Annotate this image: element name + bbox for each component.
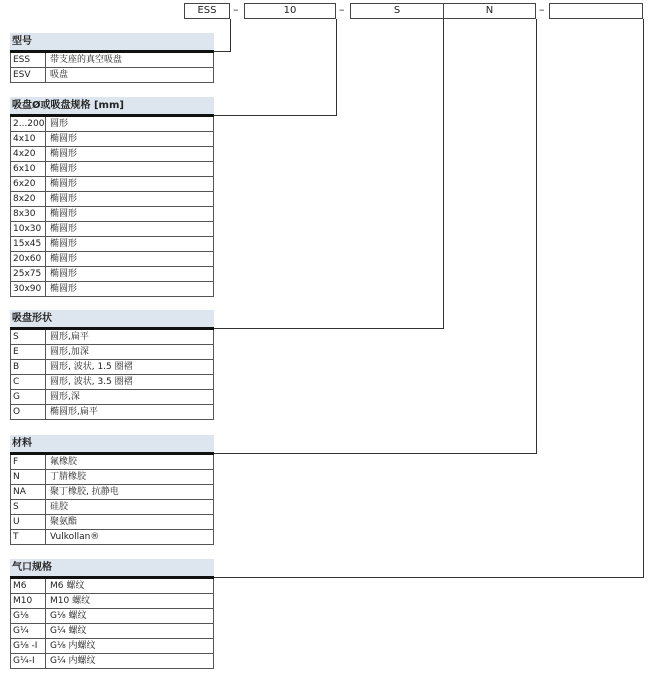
option-code: E [11, 345, 46, 359]
option-desc: G¼ 螺纹 [50, 626, 87, 636]
table-row [10, 147, 214, 162]
table-row [10, 594, 214, 609]
section-title: 气口规格 [10, 559, 214, 579]
table-row [10, 117, 214, 132]
option-code: T [11, 530, 46, 544]
section-size [10, 97, 214, 297]
option-desc: 圆形, 波状, 3.5 圈褶 [50, 377, 133, 387]
table-row [10, 252, 214, 267]
section-title: 吸盘Ø或吸盘规格 [mm] [10, 97, 214, 117]
option-desc: G⅛ 内螺纹 [50, 641, 96, 651]
connector-line [643, 19, 644, 577]
code-box-shape: S [350, 3, 444, 19]
option-code: G¼ [11, 624, 46, 638]
option-code: N [11, 470, 46, 484]
table-row [10, 470, 214, 485]
table-row [10, 375, 214, 390]
connector-line [443, 19, 444, 328]
option-desc: G¼ 内螺纹 [50, 656, 96, 666]
option-desc: 椭圆形 [50, 164, 78, 174]
option-code: G [11, 390, 46, 404]
option-desc: 椭圆形 [50, 179, 78, 189]
option-desc: G⅛ 螺纹 [50, 611, 87, 621]
option-desc: 椭圆形 [50, 239, 78, 249]
option-desc: 椭圆形 [50, 194, 78, 204]
code-box-size: 10 [244, 3, 336, 19]
table-row [10, 654, 214, 669]
option-desc: M6 螺纹 [50, 581, 85, 591]
connector-line [214, 51, 231, 52]
option-code: 15x45 [11, 237, 46, 251]
connector-line [336, 19, 337, 115]
option-code: NA [11, 485, 46, 499]
option-code: S [11, 330, 46, 344]
option-code: ESV [11, 68, 46, 82]
section-title: 材料 [10, 435, 214, 455]
option-code: U [11, 515, 46, 529]
option-desc: 圆形,扁平 [50, 332, 89, 342]
option-desc: 椭圆形 [50, 134, 78, 144]
option-desc: 圆形 [50, 119, 69, 129]
table-row [10, 360, 214, 375]
option-desc: 聚氨酯 [50, 517, 78, 527]
connector-line [214, 577, 644, 578]
option-code: 30x90 [11, 282, 46, 296]
connector-line [536, 19, 537, 453]
connector-line [214, 328, 444, 329]
option-code: M10 [11, 594, 46, 608]
option-code: 8x30 [11, 207, 46, 221]
option-code: 25x75 [11, 267, 46, 281]
option-code: O [11, 405, 46, 419]
table-row [10, 515, 214, 530]
option-desc: 吸盘 [50, 70, 69, 80]
table-row [10, 282, 214, 297]
code-separator: – [339, 3, 345, 16]
table-row [10, 455, 214, 470]
option-code: 6x10 [11, 162, 46, 176]
option-desc: 椭圆形 [50, 209, 78, 219]
option-desc: 带支座的真空吸盘 [50, 55, 123, 65]
option-desc: 圆形, 波状, 1.5 圈褶 [50, 362, 133, 372]
connector-line [214, 453, 537, 454]
option-desc: 椭圆形 [50, 269, 78, 279]
option-desc: 圆形,加深 [50, 347, 89, 357]
code-box-material: N [443, 3, 536, 19]
code-separator: – [233, 3, 239, 16]
table-row [10, 53, 214, 68]
option-desc: 椭圆形 [50, 254, 78, 264]
option-desc: 椭圆形 [50, 284, 78, 294]
option-code: M6 [11, 579, 46, 593]
table-row [10, 485, 214, 500]
option-code: G¼-I [11, 654, 46, 668]
option-code: 8x20 [11, 192, 46, 206]
table-row [10, 330, 214, 345]
section-material [10, 435, 214, 545]
table-row [10, 162, 214, 177]
option-code: G⅛ -I [11, 639, 46, 653]
option-code: 2...200 [13, 119, 45, 129]
option-desc: 氟橡胶 [50, 457, 78, 467]
connector-line [214, 115, 337, 116]
table-row [10, 530, 214, 545]
section-port [10, 559, 214, 669]
option-code: 10x30 [11, 222, 46, 236]
table-row [10, 579, 214, 594]
table-row [10, 345, 214, 360]
option-desc: 椭圆形 [50, 224, 78, 234]
option-desc: M10 螺纹 [50, 596, 91, 606]
section-title: 吸盘形状 [10, 310, 214, 330]
table-row [10, 237, 214, 252]
code-box-type: ESS [184, 3, 230, 19]
option-code: C [11, 375, 46, 389]
table-row [10, 68, 214, 83]
table-row [10, 405, 214, 420]
code-box-port [549, 3, 643, 19]
option-code: 4x10 [11, 132, 46, 146]
option-code: 4x20 [11, 147, 46, 161]
table-row [10, 207, 214, 222]
table-row [10, 222, 214, 237]
option-desc: 聚丁橡胶, 抗静电 [50, 487, 119, 497]
table-row [10, 639, 214, 654]
option-code: 20x60 [11, 252, 46, 266]
option-desc: 圆形,深 [50, 392, 80, 402]
section-shape [10, 310, 214, 420]
option-desc: 椭圆形,扁平 [50, 407, 98, 417]
option-code: G⅛ [11, 609, 46, 623]
option-code: 6x20 [11, 177, 46, 191]
option-code: F [11, 455, 46, 469]
table-row [10, 609, 214, 624]
table-row [10, 500, 214, 515]
table-row [10, 132, 214, 147]
connector-line [230, 19, 231, 51]
option-desc: Vulkollan® [50, 532, 100, 542]
option-desc: 椭圆形 [50, 149, 78, 159]
option-code: ESS [11, 53, 46, 67]
section-model [10, 33, 214, 83]
table-row [10, 390, 214, 405]
code-separator: – [539, 3, 545, 16]
table-row [10, 177, 214, 192]
table-row [10, 267, 214, 282]
table-row [10, 192, 214, 207]
option-code: B [11, 360, 46, 374]
option-code: S [11, 500, 46, 514]
option-desc: 丁腈橡胶 [50, 472, 87, 482]
section-title: 型号 [10, 33, 214, 53]
option-desc: 硅胶 [50, 502, 69, 512]
table-row [10, 624, 214, 639]
